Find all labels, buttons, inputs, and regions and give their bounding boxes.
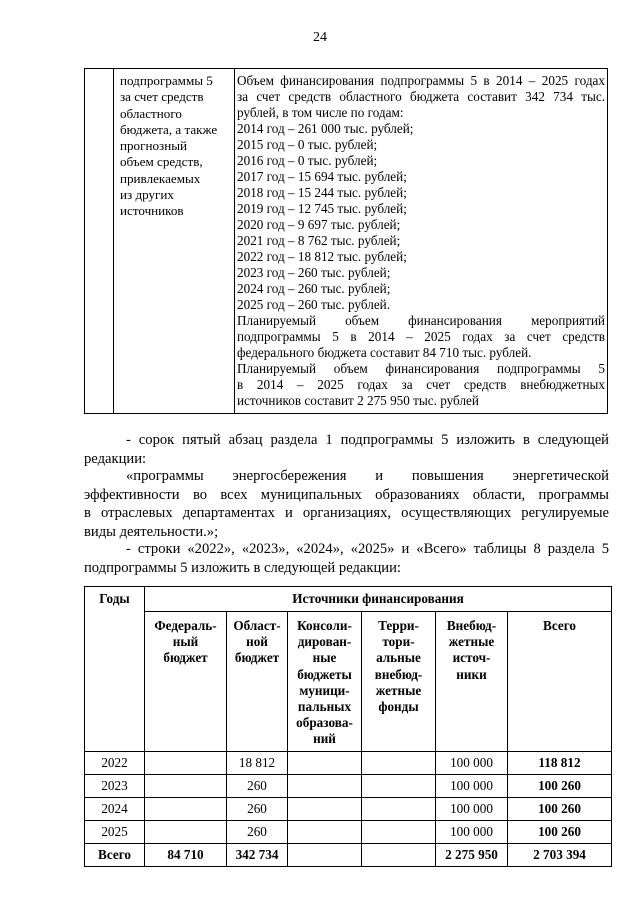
sub-header-line: образова- <box>296 715 353 731</box>
extrabudget-cell: 100 000 <box>436 798 508 821</box>
sub-header-cell <box>145 612 227 752</box>
municipal-cell <box>288 752 362 775</box>
passport-table-empty-cell <box>85 69 114 413</box>
label-cell-line: за счет средств <box>120 89 204 105</box>
sub-header-line: пальных <box>297 699 352 715</box>
sub-header-line: внебюд- <box>374 666 423 682</box>
sub-header-cell <box>362 612 436 752</box>
sub-header-cell <box>508 612 612 752</box>
federal-funding-line: Планируемый объем финансирования мероприятий <box>237 313 605 328</box>
regional-cell: 260 <box>227 821 288 844</box>
funding-year-line: 2024 год – 260 тыс. рублей; <box>237 281 391 296</box>
year-cell: 2024 <box>85 798 145 821</box>
territorial-cell <box>362 844 436 867</box>
funding-year-line: 2019 год – 12 745 тыс. рублей; <box>237 201 407 216</box>
funding-intro-line: рублей, в том числе по годам: <box>237 105 404 120</box>
regional-cell: 260 <box>227 798 288 821</box>
extrabudget-cell: 100 000 <box>436 821 508 844</box>
paragraph-line: «программы энергосбережения и повышения энергетической <box>126 468 609 484</box>
label-cell-line: источников <box>120 203 184 219</box>
funding-year-line: 2021 год – 8 762 тыс. рублей; <box>237 233 401 248</box>
year-cell: 2022 <box>85 752 145 775</box>
label-cell-line: подпрограммы 5 <box>120 73 213 88</box>
table-row <box>85 821 612 844</box>
extrabudget-funding-line: источников составит 2 275 950 тыс. рублей <box>237 393 479 408</box>
header-funding-sources: Источники финансирования <box>145 587 612 612</box>
funding-year-line: 2018 год – 15 244 тыс. рублей; <box>237 185 407 200</box>
municipal-cell <box>288 798 362 821</box>
table-row <box>85 775 612 798</box>
year-cell: 2023 <box>85 775 145 798</box>
label-cell-text <box>120 73 235 220</box>
label-cell-line: бюджета, а также <box>120 121 218 137</box>
territorial-cell <box>362 821 436 844</box>
sub-header-line: фонды <box>378 699 419 715</box>
paragraph-line: - сорок пятый абзац раздела 1 подпрограммы 5 изложить в следующей <box>126 432 609 448</box>
funding-year-line: 2025 год – 260 тыс. рублей. <box>237 297 391 312</box>
paragraph-line: эффективности во всех муниципальных образованиях области, программы <box>84 486 609 503</box>
extrabudget-cell: 2 275 950 <box>436 844 508 867</box>
sub-header-cell <box>436 612 508 752</box>
municipal-cell <box>288 844 362 867</box>
page-number: 24 <box>313 30 327 45</box>
paragraph-section-1 <box>84 431 609 468</box>
funding-year-line: 2015 год – 0 тыс. рублей; <box>237 137 378 152</box>
total-cell: 100 260 <box>508 798 612 821</box>
sub-header-line: Консоли- <box>297 618 352 633</box>
municipal-cell <box>288 775 362 798</box>
sub-header-line: Всего <box>543 618 576 633</box>
passport-table <box>84 68 608 414</box>
funding-by-year-list <box>237 121 605 313</box>
paragraph-line: в отраслевых департаментах и организациях, осуществляющих регулируемые <box>84 505 609 521</box>
header-years: Годы <box>85 587 145 752</box>
paragraph-line: редакции: <box>84 450 147 467</box>
label-cell-line: привлекаемых <box>120 170 201 186</box>
federal-cell <box>145 775 227 798</box>
funding-year-line: 2022 год – 18 812 тыс. рублей; <box>237 249 407 264</box>
table-row <box>85 844 612 867</box>
sub-header-line: Федераль- <box>154 618 217 633</box>
sub-header-line: ники <box>456 666 487 682</box>
funding-year-line: 2017 год – 15 694 тыс. рублей; <box>237 169 407 184</box>
funding-table-body <box>85 752 612 867</box>
sub-header-line: альные <box>376 650 421 666</box>
sub-header-line: источ- <box>452 650 491 666</box>
label-cell-line: прогнозный <box>120 138 188 154</box>
total-cell: 100 260 <box>508 775 612 798</box>
table-row <box>85 752 612 775</box>
label-cell-line: областного <box>120 105 182 121</box>
sub-header-line: жетные <box>448 634 495 650</box>
regional-cell: 18 812 <box>227 752 288 775</box>
federal-cell <box>145 752 227 775</box>
federal-cell <box>145 798 227 821</box>
sub-header-line: бюджет <box>234 650 280 666</box>
label-cell-line: из других <box>120 187 174 203</box>
extrabudget-cell: 100 000 <box>436 752 508 775</box>
sub-header-line: жетные <box>375 682 422 698</box>
paragraph-line: подпрограммы 5 изложить в следующей редакции: <box>84 559 401 576</box>
funding-intro-line: за счет средств областного бюджета составит 342 734 тыс. <box>237 89 605 104</box>
paragraph-line: виды деятельности.»; <box>84 523 219 540</box>
label-cell-line: объем средств, <box>120 154 203 170</box>
paragraph-line: - строки «2022», «2023», «2024», «2025» и «Всего» таблицы 8 раздела 5 <box>126 541 609 557</box>
funding-year-line: 2023 год – 260 тыс. рублей; <box>237 265 391 280</box>
sub-header-line: Област- <box>233 618 281 633</box>
sub-header-line: ные <box>312 650 337 666</box>
paragraph-table8 <box>84 540 609 577</box>
table-row <box>85 798 612 821</box>
value-cell-text <box>237 73 605 409</box>
sub-header-line: Терри- <box>378 618 419 633</box>
passport-table-label-cell <box>114 69 235 413</box>
funding-sources-table <box>84 586 612 867</box>
total-cell: 100 260 <box>508 821 612 844</box>
sub-header-line: ный <box>172 634 199 650</box>
paragraph-quote <box>84 467 609 541</box>
extrabudget-cell: 100 000 <box>436 775 508 798</box>
federal-funding-line: подпрограммы 5 в 2014 – 2025 годах за счет средств <box>237 329 605 344</box>
funding-year-line: 2016 год – 0 тыс. рублей; <box>237 153 378 168</box>
regional-cell: 260 <box>227 775 288 798</box>
sub-header-line: ной <box>246 634 268 650</box>
sub-header-line: бюджеты <box>297 666 352 682</box>
year-cell: Всего <box>85 844 145 867</box>
federal-cell <box>145 821 227 844</box>
funding-year-line: 2020 год – 9 697 тыс. рублей; <box>237 217 401 232</box>
sub-header-line: Внебюд- <box>446 618 497 633</box>
territorial-cell <box>362 798 436 821</box>
extrabudget-funding-line: в 2014 – 2025 годах за счет средств внебюджетных <box>237 377 605 392</box>
territorial-cell <box>362 775 436 798</box>
funding-intro-line: Объем финансирования подпрограммы 5 в 2014 – 2025 годах <box>237 73 605 88</box>
sub-header-line: тори- <box>382 634 415 650</box>
total-cell: 2 703 394 <box>508 844 612 867</box>
regional-cell: 342 734 <box>227 844 288 867</box>
sub-header-row <box>85 612 612 752</box>
federal-cell: 84 710 <box>145 844 227 867</box>
funding-year-line: 2014 год – 261 000 тыс. рублей; <box>237 121 414 136</box>
year-cell: 2025 <box>85 821 145 844</box>
municipal-cell <box>288 821 362 844</box>
total-cell: 118 812 <box>508 752 612 775</box>
sub-header-line: муници- <box>299 682 350 698</box>
federal-funding-line: федерального бюджета составит 84 710 тыс. рублей. <box>237 345 532 360</box>
extrabudget-funding-line: Планируемый объем финансирования подпрограммы 5 <box>237 361 605 376</box>
sub-header-line: бюджет <box>163 650 208 666</box>
sub-header-cell <box>227 612 288 752</box>
sub-header-line: дирован- <box>297 634 352 650</box>
sub-header-line: ний <box>313 731 336 747</box>
territorial-cell <box>362 752 436 775</box>
sub-header-cell <box>288 612 362 752</box>
